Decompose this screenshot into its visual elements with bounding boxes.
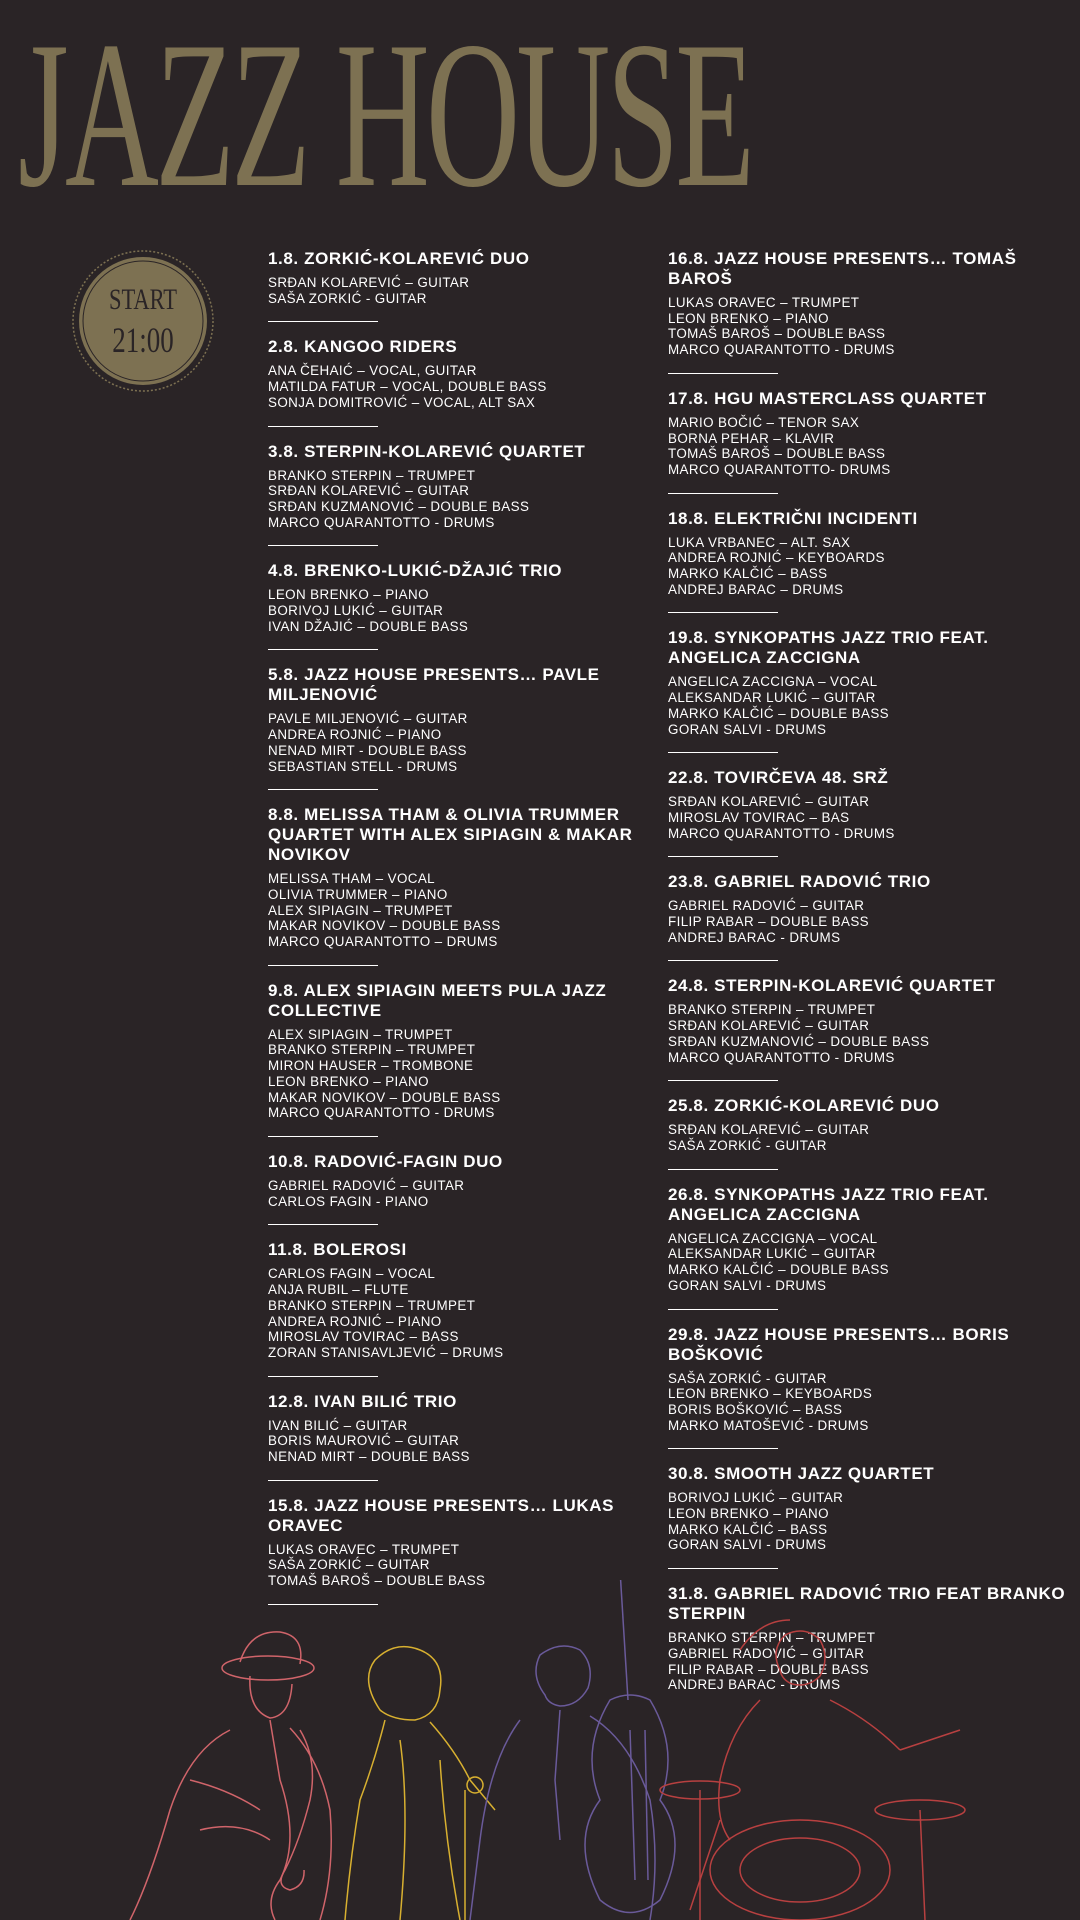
lineup-member: LEON BRENKO – KEYBOARDS	[668, 1386, 873, 1402]
lineup-member: CARLOS FAGIN – VOCAL	[268, 1266, 436, 1282]
event-title: 22.8. TOVIRČEVA 48. SRŽ	[668, 768, 889, 788]
lineup-member: MARKO KALČIĆ – DOUBLE BASS	[668, 705, 889, 721]
lineup-member: BORNA PEHAR – KLAVIR	[668, 430, 835, 446]
lineup-member: PAVLE MILJENOVIĆ – GUITAR	[268, 711, 468, 727]
event-title: 31.8. GABRIEL RADOVIĆ TRIO FEAT BRANKO STERPIN	[668, 1584, 1066, 1624]
lineup-member: BRANKO STERPIN – TRUMPET	[268, 467, 476, 483]
lineup-member: MARKO MATOŠEVIĆ - DRUMS	[668, 1417, 869, 1433]
singer-icon	[345, 1647, 495, 1920]
event-lineup	[668, 1371, 1068, 1434]
lineup-member: LEON BRENKO – PIANO	[268, 1073, 429, 1089]
event-block	[668, 1325, 1068, 1434]
lineup-member: ZORAN STANISAVLJEVIĆ – DRUMS	[268, 1344, 504, 1360]
lineup-member: SRĐAN KOLAREVIĆ – GUITAR	[268, 275, 470, 290]
lineup-member: MIROSLAV TOVIRAC – BASS	[268, 1329, 459, 1345]
event-lineup	[268, 275, 648, 306]
event-title: 12.8. IVAN BILIĆ TRIO	[268, 1391, 457, 1411]
lineup-member: CARLOS FAGIN - PIANO	[268, 1193, 429, 1209]
lineup-member: MARIO BOČIĆ – TENOR SAX	[668, 414, 860, 430]
lineup-member: BRANKO STERPIN – TRUMPET	[668, 1002, 876, 1018]
lineup-member: SRĐAN KOLAREVIĆ – GUITAR	[668, 1122, 870, 1138]
lineup-member: GABRIEL RADOVIĆ – GUITAR	[268, 1177, 465, 1193]
lineup-member: LEON BRENKO – PIANO	[668, 1506, 829, 1522]
lineup-member: SONJA DOMITROVIĆ – VOCAL, ALT SAX	[268, 394, 536, 410]
event-block	[268, 665, 648, 774]
event-block	[668, 768, 1068, 841]
lineup-member: GABRIEL RADOVIĆ – GUITAR	[668, 1645, 865, 1661]
event-lineup	[268, 1027, 648, 1121]
event-lineup	[668, 535, 1068, 598]
lineup-member: OLIVIA TRUMMER – PIANO	[268, 886, 448, 902]
lineup-member: GORAN SALVI - DRUMS	[668, 1537, 827, 1553]
poster-title-text: JAZZ HOUSE	[18, 0, 752, 231]
lineup-member: MAKAR NOVIKOV – DOUBLE BASS	[268, 918, 501, 934]
event-lineup	[668, 1490, 1068, 1553]
program-column-right	[668, 249, 1068, 1693]
event-lineup	[268, 1266, 648, 1360]
lineup-member: ANDREA ROJNIĆ – PIANO	[268, 1313, 442, 1329]
event-divider	[668, 1080, 778, 1081]
event-block	[668, 509, 1068, 598]
event-divider	[668, 856, 778, 857]
event-lineup	[268, 711, 648, 774]
event-lineup	[668, 1231, 1068, 1294]
event-lineup	[668, 415, 1068, 478]
lineup-member: LUKA VRBANEC – ALT. SAX	[668, 534, 851, 550]
lineup-member: ANA ČEHAIĆ – VOCAL, GUITAR	[268, 363, 477, 379]
lineup-member: NENAD MIRT - DOUBLE BASS	[268, 742, 467, 758]
event-title: 19.8. SYNKOPATHS JAZZ TRIO FEAT. ANGELICA ZACCIGNA	[668, 628, 989, 668]
event-divider	[668, 373, 778, 374]
event-lineup	[668, 794, 1068, 841]
start-time: 21:00	[112, 320, 174, 360]
lineup-member: MIROSLAV TOVIRAC – BAS	[668, 809, 850, 825]
event-divider	[268, 1480, 378, 1481]
event-title: 4.8. BRENKO-LUKIĆ-DŽAJIĆ TRIO	[268, 561, 563, 581]
event-divider	[268, 965, 378, 966]
lineup-member: NENAD MIRT – DOUBLE BASS	[268, 1449, 470, 1465]
event-lineup	[668, 1002, 1068, 1065]
event-lineup	[268, 1418, 648, 1465]
lineup-member: SRĐAN KOLAREVIĆ – GUITAR	[668, 794, 870, 810]
drummer-icon	[660, 1620, 965, 1920]
event-block	[668, 976, 1068, 1065]
lineup-member: IVAN DŽAJIĆ – DOUBLE BASS	[268, 618, 469, 634]
event-block	[668, 1185, 1068, 1294]
lineup-member: ALEX SIPIAGIN – TRUMPET	[268, 1026, 453, 1042]
event-title: 15.8. JAZZ HOUSE PRESENTS… LUKAS ORAVEC	[268, 1495, 615, 1535]
lineup-member: MARCO QUARANTOTTO - DRUMS	[268, 1105, 495, 1121]
lineup-member: LUKAS ORAVEC – TRUMPET	[668, 295, 860, 310]
lineup-member: MAKAR NOVIKOV – DOUBLE BASS	[268, 1089, 501, 1105]
event-divider	[668, 1169, 778, 1170]
lineup-member: MARCO QUARANTOTTO - DRUMS	[668, 825, 895, 841]
lineup-member: ANGELICA ZACCIGNA – VOCAL	[668, 674, 878, 690]
event-block	[268, 561, 648, 634]
event-lineup	[668, 898, 1068, 945]
event-lineup	[668, 674, 1068, 737]
event-block	[668, 249, 1068, 358]
saxophonist-icon	[130, 1632, 331, 1920]
event-divider	[268, 545, 378, 546]
lineup-member: MARCO QUARANTOTTO- DRUMS	[668, 461, 891, 477]
event-title: 9.8. ALEX SIPIAGIN MEETS PULA JAZZ COLLECTIVE	[268, 980, 607, 1020]
event-lineup	[268, 1178, 648, 1209]
event-lineup	[268, 587, 648, 634]
lineup-member: MARKO KALČIĆ – BASS	[668, 566, 828, 582]
lineup-member: BORIS BOŠKOVIĆ – BASS	[668, 1401, 843, 1417]
event-block	[268, 337, 648, 410]
lineup-member: SEBASTIAN STELL - DRUMS	[268, 758, 458, 774]
event-title: 5.8. JAZZ HOUSE PRESENTS… PAVLE MILJENOVIĆ	[268, 665, 600, 705]
event-block	[668, 1464, 1068, 1553]
lineup-member: ANDREJ BARAC - DRUMS	[668, 1677, 841, 1693]
lineup-member: TOMAŠ BAROŠ – DOUBLE BASS	[668, 446, 886, 462]
event-lineup	[268, 468, 648, 531]
lineup-member: SRĐAN KOLAREVIĆ – GUITAR	[668, 1018, 870, 1034]
lineup-member: FILIP RABAR – DOUBLE BASS	[668, 1661, 870, 1677]
lineup-member: ANJA RUBIL – FLUTE	[268, 1282, 409, 1298]
event-title: 1.8. ZORKIĆ-KOLAREVIĆ DUO	[268, 249, 530, 268]
event-block	[668, 872, 1068, 945]
event-lineup	[268, 871, 648, 950]
lineup-member: TOMAŠ BAROŠ – DOUBLE BASS	[268, 1573, 486, 1589]
lineup-member: ALEKSANDAR LUKIĆ – GUITAR	[668, 1246, 876, 1262]
lineup-member: MARKO KALČIĆ – BASS	[668, 1521, 828, 1537]
lineup-member: BORIVOJ LUKIĆ – GUITAR	[668, 1490, 844, 1506]
jazz-band-illustration	[0, 1580, 1080, 1920]
lineup-member: SRĐAN KUZMANOVIĆ – DOUBLE BASS	[668, 1033, 930, 1049]
lineup-member: SRĐAN KOLAREVIĆ – GUITAR	[268, 483, 470, 499]
event-divider	[268, 1376, 378, 1377]
lineup-member: MARKO KALČIĆ – DOUBLE BASS	[668, 1262, 889, 1278]
lineup-member: LEON BRENKO – PIANO	[268, 587, 429, 603]
event-title: 24.8. STERPIN-KOLAREVIĆ QUARTET	[668, 976, 996, 996]
event-divider	[668, 960, 778, 961]
lineup-member: GABRIEL RADOVIĆ – GUITAR	[668, 898, 865, 914]
lineup-member: GORAN SALVI - DRUMS	[668, 1277, 827, 1293]
lineup-member: ANDREA ROJNIĆ – PIANO	[268, 727, 442, 743]
event-title: 30.8. SMOOTH JAZZ QUARTET	[668, 1464, 935, 1484]
lineup-member: MELISSA THAM – VOCAL	[268, 871, 436, 887]
event-block	[268, 249, 648, 306]
event-title: 10.8. RADOVIĆ-FAGIN DUO	[268, 1151, 503, 1171]
event-title: 26.8. SYNKOPATHS JAZZ TRIO FEAT. ANGELICA ZACCIGNA	[668, 1184, 989, 1224]
event-block	[268, 442, 648, 531]
event-block	[268, 1392, 648, 1465]
start-time-badge	[72, 250, 214, 392]
event-block	[668, 389, 1068, 478]
lineup-member: SRĐAN KUZMANOVIĆ – DOUBLE BASS	[268, 498, 530, 514]
event-title: 11.8. BOLEROSI	[268, 1240, 407, 1260]
lineup-member: IVAN BILIĆ – GUITAR	[268, 1417, 408, 1433]
lineup-member: ALEX SIPIAGIN – TRUMPET	[268, 902, 453, 918]
event-divider	[668, 752, 778, 753]
lineup-member: BORIVOJ LUKIĆ – GUITAR	[268, 603, 444, 619]
event-divider	[668, 1309, 778, 1310]
lineup-member: BORIS MAUROVIĆ – GUITAR	[268, 1433, 460, 1449]
event-title: 16.8. JAZZ HOUSE PRESENTS… TOMAŠ BAROŠ	[668, 249, 1017, 288]
lineup-member: MARCO QUARANTOTTO - DRUMS	[668, 1049, 895, 1065]
event-block	[268, 1496, 648, 1589]
lineup-member: MARCO QUARANTOTTO - DRUMS	[268, 514, 495, 530]
lineup-member: LEON BRENKO – PIANO	[668, 310, 829, 326]
lineup-member: SAŠA ZORKIĆ - GUITAR	[668, 1370, 827, 1386]
event-divider	[668, 493, 778, 494]
lineup-member: BRANKO STERPIN – TRUMPET	[268, 1297, 476, 1313]
program-column-left	[268, 249, 648, 1620]
event-divider	[668, 1448, 778, 1449]
event-divider	[668, 612, 778, 613]
lineup-member: ANGELICA ZACCIGNA – VOCAL	[668, 1230, 878, 1246]
event-divider	[268, 321, 378, 322]
lineup-member: MIRON HAUSER – TROMBONE	[268, 1058, 474, 1074]
event-title: 3.8. STERPIN-KOLAREVIĆ QUARTET	[268, 441, 586, 461]
lineup-member: ALEKSANDAR LUKIĆ – GUITAR	[668, 690, 876, 706]
lineup-member: SAŠA ZORKIĆ - GUITAR	[668, 1137, 827, 1153]
lineup-member: MATILDA FATUR – VOCAL, DOUBLE BASS	[268, 379, 547, 395]
event-lineup	[268, 363, 648, 410]
lineup-member: BRANKO STERPIN – TRUMPET	[668, 1630, 876, 1646]
lineup-member: SAŠA ZORKIĆ – GUITAR	[268, 1557, 430, 1573]
bassist-icon	[470, 1580, 675, 1920]
event-block	[268, 981, 648, 1121]
lineup-member: GORAN SALVI - DRUMS	[668, 721, 827, 737]
event-block	[668, 1096, 1068, 1153]
event-title: 23.8. GABRIEL RADOVIĆ TRIO	[668, 872, 931, 892]
lineup-member: TOMAŠ BAROŠ – DOUBLE BASS	[668, 326, 886, 342]
event-block	[268, 805, 648, 950]
lineup-member: BRANKO STERPIN – TRUMPET	[268, 1042, 476, 1058]
event-title: 2.8. KANGOO RIDERS	[268, 337, 458, 357]
lineup-member: SAŠA ZORKIĆ - GUITAR	[268, 290, 427, 306]
event-title: 17.8. HGU MASTERCLASS QUARTET	[668, 388, 987, 408]
start-label: START	[108, 283, 178, 316]
event-title: 25.8. ZORKIĆ-KOLAREVIĆ DUO	[668, 1096, 940, 1116]
event-block	[268, 1240, 648, 1360]
event-title: 29.8. JAZZ HOUSE PRESENTS… BORIS BOŠKOVIĆ	[668, 1324, 1010, 1364]
lineup-member: ANDREJ BARAC – DRUMS	[668, 581, 844, 597]
event-lineup	[668, 1122, 1068, 1153]
event-divider	[268, 1136, 378, 1137]
poster-title	[18, 0, 752, 231]
event-divider	[268, 426, 378, 427]
event-block	[268, 1152, 648, 1209]
event-title: 18.8. ELEKTRIČNI INCIDENTI	[668, 508, 918, 528]
lineup-member: MARCO QUARANTOTTO - DRUMS	[668, 342, 895, 358]
lineup-member: ANDREA ROJNIĆ – KEYBOARDS	[668, 550, 885, 566]
event-block	[668, 628, 1068, 737]
lineup-member: FILIP RABAR – DOUBLE BASS	[668, 914, 870, 930]
event-lineup	[668, 295, 1068, 358]
event-divider	[268, 649, 378, 650]
lineup-member: MARCO QUARANTOTTO – DRUMS	[268, 934, 498, 950]
event-divider	[268, 1224, 378, 1225]
event-divider	[268, 789, 378, 790]
lineup-member: ANDREJ BARAC - DRUMS	[668, 929, 841, 945]
event-title: 8.8. MELISSA THAM & OLIVIA TRUMMER QUARTET WITH ALEX SIPIAGIN & MAKAR NOVIKOV	[268, 805, 633, 865]
lineup-member: LUKAS ORAVEC – TRUMPET	[268, 1541, 460, 1557]
event-divider	[668, 1568, 778, 1569]
